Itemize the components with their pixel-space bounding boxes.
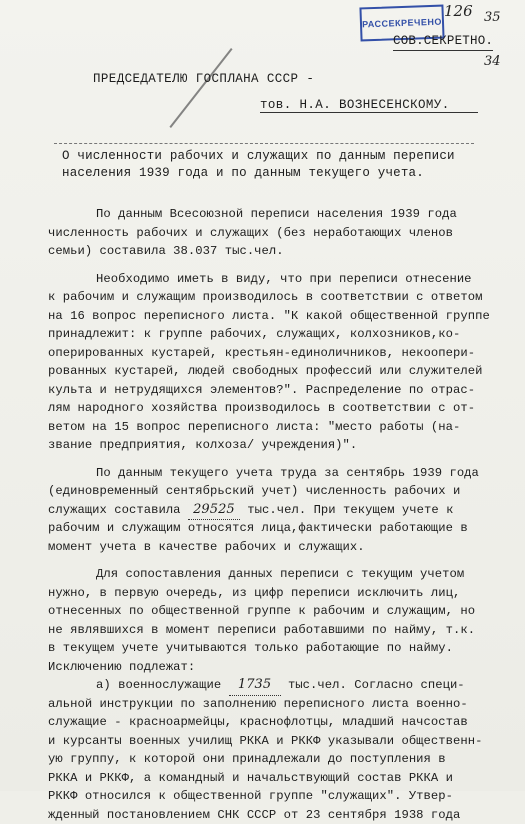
- text-line: ветом на 15 вопрос переписного листа: "место работы (на-: [48, 418, 518, 437]
- text-fragment: тыс.чел. Согласно специ-: [288, 678, 465, 692]
- text-line: ую группу, к которой они принадлежали до поступления в: [48, 750, 518, 769]
- text-line: альной инструкции по заполнению переписного листа военно-: [48, 695, 518, 714]
- text-line: рованных кустарей, людей свободных профессий или служителей: [48, 362, 518, 381]
- text-line: момент учета в качестве рабочих и служащих.: [48, 538, 518, 557]
- handwritten-fill: [188, 501, 240, 521]
- divider: [260, 112, 478, 113]
- handwritten-fill: [229, 676, 281, 696]
- handwritten-value: 29525: [193, 502, 235, 517]
- text-line: По данным текущего учета труда за сентябрь 1939 года: [48, 464, 518, 483]
- document-body: [48, 205, 518, 824]
- paragraph-a: [48, 676, 518, 824]
- text-line: РККА и РККФ, а командный и начальствующий состав РККА и: [48, 769, 518, 788]
- text-line: РККФ относился к общественной группе "служащих". Утвер-: [48, 787, 518, 806]
- text-line: [48, 676, 518, 695]
- paragraph-2: [48, 270, 518, 455]
- text-line: семьи) составила 38.037 тыс.чел.: [48, 242, 518, 261]
- text-line: к рабочим и служащим производилось в соответствии с ответом: [48, 288, 518, 307]
- text-line: Для сопоставления данных переписи с текущим учетом: [48, 565, 518, 584]
- divider: [54, 143, 474, 144]
- text-line: По данным Всесоюзной переписи населения 1939 года: [48, 205, 518, 224]
- text-line: на 16 вопрос переписного листа. "К какой общественной группе: [48, 307, 518, 326]
- paragraph-3: [48, 464, 518, 557]
- text-fragment: а) военнослужащие: [96, 678, 221, 692]
- text-line: и курсанты военных училищ РККА и РККФ указывали общественн-: [48, 732, 518, 751]
- text-line: рабочим и служащим относятся лица,фактически работающие в: [48, 519, 518, 538]
- divider: [393, 50, 493, 51]
- declassified-stamp: РАССЕКРЕЧЕНО: [359, 5, 444, 42]
- text-line: жденный постановлением СНК СССР от 23 сентября 1938 года: [48, 806, 518, 824]
- text-line: служащие - красноармейцы, краснофлотцы, младший начсостав: [48, 713, 518, 732]
- addressee-line-1: ПРЕДСЕДАТЕЛЮ ГОСПЛАНА СССР -: [93, 72, 314, 86]
- pencil-mark: [169, 48, 232, 128]
- text-line: оперированных кустарей, крестьян-единоличников, некоопери-: [48, 344, 518, 363]
- handwritten-number: 34: [484, 54, 501, 69]
- text-line: нужно, в первую очередь, из цифр переписи исключить лиц,: [48, 584, 518, 603]
- subject-line-1: О численности рабочих и служащих по данным переписи: [62, 149, 455, 163]
- text-line: не являвшихся в момент переписи работавшими по найму, т.к.: [48, 621, 518, 640]
- paragraph-1: [48, 205, 518, 261]
- text-line: отнесенных по общественной группе к рабочим и служащим, но: [48, 602, 518, 621]
- text-line: принадлежит: к группе рабочих, служащих, колхозников,ко-: [48, 325, 518, 344]
- text-line: лям народного хозяйства производилось в соответствии с от-: [48, 399, 518, 418]
- text-line: [48, 501, 518, 520]
- text-line: культа и нетрудящихся элементов?". Распределение по отрас-: [48, 381, 518, 400]
- text-line: (единовременный сентябрьский учет) численность рабочих и: [48, 482, 518, 501]
- secret-mark: СОВ.СЕКРЕТНО.: [393, 34, 493, 48]
- text-fragment: тыс.чел. При текущем учете к: [247, 503, 453, 517]
- addressee-line-2: тов. Н.А. ВОЗНЕСЕНСКОМУ.: [260, 98, 450, 112]
- text-fragment: служащих составила: [48, 503, 181, 517]
- paragraph-4: [48, 565, 518, 676]
- text-line: звание предприятия, колхоза/ учреждения)".: [48, 436, 518, 455]
- text-line: в текущем учете учитываются только работающие по найму.: [48, 639, 518, 658]
- text-line: численность рабочих и служащих (без неработающих членов: [48, 224, 518, 243]
- text-line: Необходимо иметь в виду, что при переписи отнесение: [48, 270, 518, 289]
- handwritten-number: 35: [484, 10, 501, 25]
- subject-line-2: населения 1939 года и по данным текущего учета.: [62, 166, 424, 180]
- handwritten-number: 126: [444, 2, 473, 20]
- handwritten-value: 1735: [238, 677, 271, 692]
- text-line: Исключению подлежат:: [48, 658, 518, 677]
